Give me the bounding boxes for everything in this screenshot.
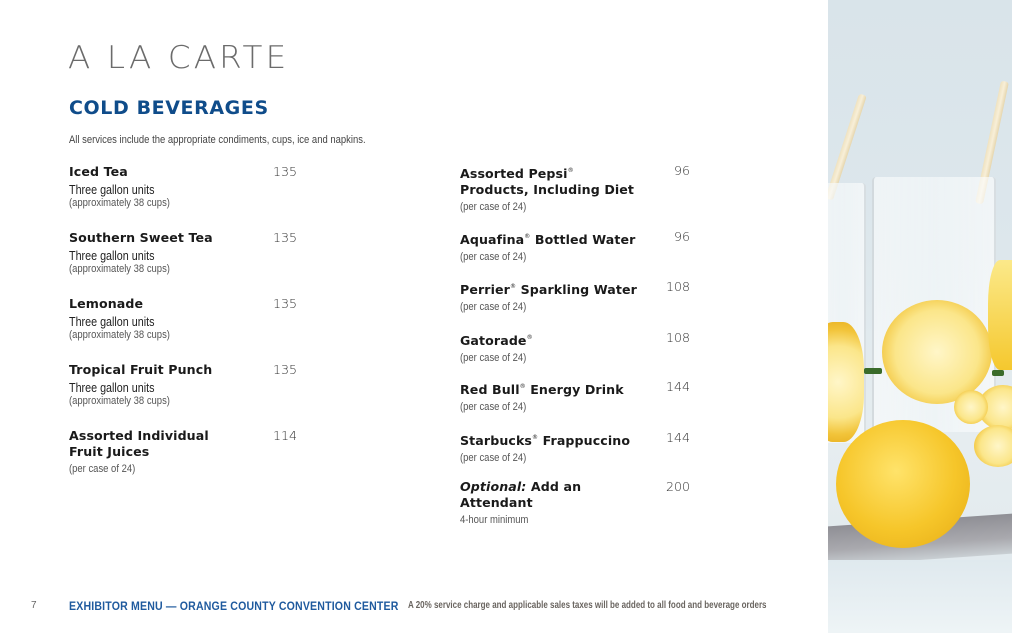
item-name: Optional: Add an Attendant xyxy=(460,479,582,510)
leaf xyxy=(992,370,1004,376)
tablecloth xyxy=(828,560,1012,633)
item-price: 144 xyxy=(665,430,690,445)
lemon-slice xyxy=(954,390,988,424)
registered-mark: ® xyxy=(519,383,526,390)
menu-item-perrier xyxy=(460,279,690,330)
lemon-slice xyxy=(974,425,1012,467)
item-sub: (approximately 38 cups) xyxy=(69,263,170,275)
item-sub: (approximately 38 cups) xyxy=(69,395,170,407)
item-name: Southern Sweet Tea xyxy=(69,230,213,245)
item-price: 108 xyxy=(665,279,690,294)
item-desc: Three gallon units xyxy=(69,381,155,395)
item-name: Assorted Individual Fruit Juices xyxy=(69,428,209,459)
item-sub: 4-hour minimum xyxy=(460,514,529,526)
item-price: 135 xyxy=(272,164,297,179)
footer-note: A 20% service charge and applicable sales taxes will be added to all food and beverage orders xyxy=(408,600,767,611)
lemon-slice xyxy=(882,300,992,404)
item-price: 144 xyxy=(665,379,690,394)
menu-column-left xyxy=(69,164,297,475)
registered-mark: ® xyxy=(524,233,531,240)
item-price: 135 xyxy=(272,296,297,311)
menu-item-pepsi-products xyxy=(460,163,690,229)
menu-item-red-bull xyxy=(460,379,690,430)
item-sub: (per case of 24) xyxy=(460,201,527,213)
section-title: COLD BEVERAGES xyxy=(69,97,269,119)
item-name: Tropical Fruit Punch xyxy=(69,362,213,377)
item-sub: (per case of 24) xyxy=(460,452,527,464)
item-sub: (per case of 24) xyxy=(69,463,136,475)
item-name: Starbucks® Frappuccino xyxy=(460,433,631,448)
page-title: A LA CARTE xyxy=(68,40,290,76)
menu-item-lemonade xyxy=(69,296,297,362)
item-sub: (approximately 38 cups) xyxy=(69,329,170,341)
item-name: Iced Tea xyxy=(69,164,128,179)
item-name: Perrier® Sparkling Water xyxy=(460,282,637,297)
menu-item-tropical-fruit-punch xyxy=(69,362,297,428)
item-desc: Three gallon units xyxy=(69,315,155,329)
item-desc: Three gallon units xyxy=(69,183,155,197)
item-price: 96 xyxy=(673,163,690,178)
page-number: 7 xyxy=(31,600,37,611)
item-sub: (per case of 24) xyxy=(460,401,527,413)
menu-item-fruit-juices xyxy=(69,428,297,475)
item-name: Red Bull® Energy Drink xyxy=(460,382,624,397)
item-sub: (per case of 24) xyxy=(460,352,527,364)
menu-item-aquafina xyxy=(460,229,690,279)
menu-item-starbucks xyxy=(460,430,690,479)
flower-petals xyxy=(988,260,1012,370)
item-price: 114 xyxy=(272,428,297,443)
whole-lemon xyxy=(836,420,970,548)
item-sub: (per case of 24) xyxy=(460,251,527,263)
item-sub: (per case of 24) xyxy=(460,301,527,313)
menu-item-southern-sweet-tea xyxy=(69,230,297,296)
menu-item-iced-tea xyxy=(69,164,297,230)
intro-note: All services include the appropriate condiments, cups, ice and napkins. xyxy=(69,134,366,146)
registered-mark: ® xyxy=(567,167,574,174)
item-sub: (approximately 38 cups) xyxy=(69,197,170,209)
item-name: Assorted Pepsi® Products, Including Diet xyxy=(460,166,635,197)
registered-mark: ® xyxy=(526,334,533,341)
item-price: 200 xyxy=(665,479,690,494)
menu-item-attendant xyxy=(460,479,690,526)
leaf xyxy=(864,368,882,374)
item-desc: Three gallon units xyxy=(69,249,155,263)
item-price: 96 xyxy=(673,229,690,244)
lemonade-photo xyxy=(828,0,1012,633)
footer-title: EXHIBITOR MENU — ORANGE COUNTY CONVENTION CENTER xyxy=(69,599,399,613)
optional-label: Optional: xyxy=(460,479,527,494)
item-price: 135 xyxy=(272,230,297,245)
registered-mark: ® xyxy=(509,283,517,290)
item-price: 135 xyxy=(272,362,297,377)
menu-item-gatorade xyxy=(460,330,690,379)
item-name: Aquafina® Bottled Water xyxy=(460,232,636,247)
menu-column-right xyxy=(460,163,690,526)
item-price: 108 xyxy=(665,330,690,345)
item-name: Gatorade® xyxy=(460,333,533,348)
registered-mark: ® xyxy=(532,434,539,441)
lemon-slice xyxy=(828,322,864,442)
item-name: Lemonade xyxy=(69,296,144,311)
